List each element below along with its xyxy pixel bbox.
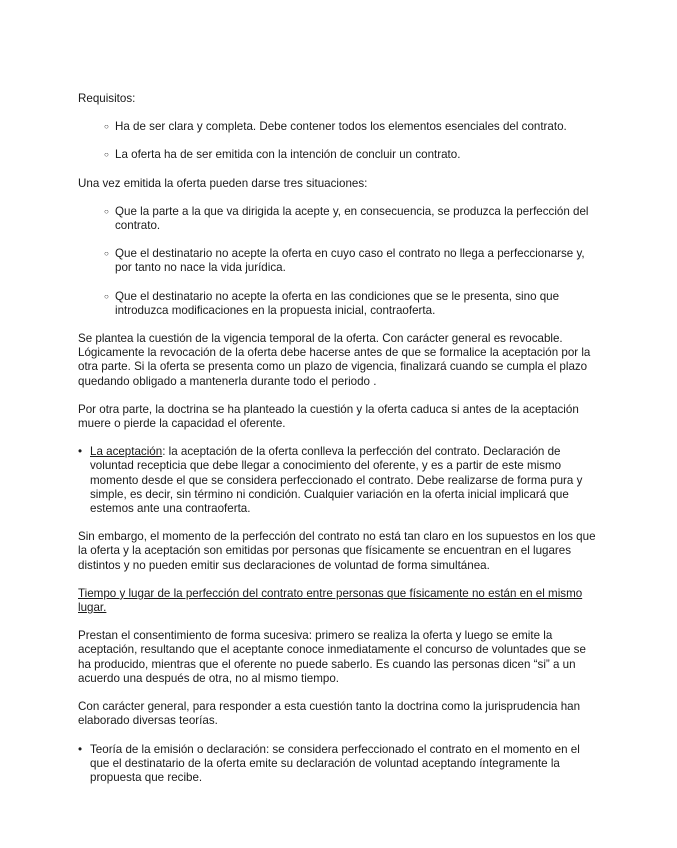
bullet-icon: • [78,445,83,459]
circle-bullet-icon: ○ [104,122,109,132]
prestan-paragraph: Prestan el consentimiento de forma sucesiva: primero se realiza la oferta y luego se emite la aceptación, resultando que el aceptante conoce inmediatamente el concurso de voluntades que se ha producido, mientras que el oferente no puede saberlo. Es cuando las personas dicen “si” a un acuerdo una después de otra, no al mismo tiempo. [78,629,586,685]
list-item [78,148,600,162]
list-item [78,247,600,275]
list-item-text: Que el destinatario no acepte la oferta en cuyo caso el contrato no llega a perfeccionarse y, por tanto no nace la vida jurídica. [115,247,585,275]
requisitos-list [78,120,600,162]
list-item [78,743,600,786]
list-item-text: La oferta ha de ser emitida con la intención de concluir un contrato. [115,148,461,162]
vigencia-paragraph: Se plantea la cuestión de la vigencia temporal de la oferta. Con carácter general es revocable. Lógicamente la revocación de la oferta debe hacerse antes de que se formalice la aceptación por la otra parte. Si la oferta se presenta como un plazo de vigencia, finalizará cuando se cumpla el plazo quedando obligado a mantenerla durante todo el periodo . [78,332,591,388]
circle-bullet-icon: ○ [104,249,109,259]
list-item [78,290,600,318]
situaciones-list [78,205,600,318]
aceptacion-term: La aceptación [90,445,163,459]
list-item [78,120,600,134]
teorias-paragraph: Con carácter general, para responder a esta cuestión tanto la doctrina como la jurisprudencia han elaborado diversas teorías. [78,700,581,728]
circle-bullet-icon: ○ [104,206,109,216]
list-item [78,205,600,233]
document-page [78,92,600,799]
teoria-emision-text: Teoría de la emisión o declaración: se considera perfeccionado el contrato en el momento en el que el destinatario de la oferta emite su declaración de voluntad aceptando íntegramente la propuesta que recibe. [90,742,580,784]
aceptacion-text: : la aceptación de la oferta conlleva la perfección del contrato. Declaración de voluntad recepticia que debe llegar a conocimiento del oferente, y es a partir de este mismo momento desde el que se considera perfeccionado el contrato. Debe realizarse de forma pura y simple, es decir, sin término ni condición. Cualquier variación en la oferta inicial implicará que estemos ante una contraoferta. [90,445,583,516]
tiempo-lugar-heading: Tiempo y lugar de la perfección del contrato entre personas que físicamente no están en el mismo lugar. [78,586,583,615]
caduca-paragraph: Por otra parte, la doctrina se ha planteado la cuestión y la oferta caduca si antes de la aceptación muere o pierde la capacidad el oferente. [78,402,579,431]
aceptacion-list [78,445,600,516]
circle-bullet-icon: ○ [104,150,109,160]
list-item-text: Que la parte a la que va dirigida la acepte y, en consecuencia, se produzca la perfección del contrato. [115,204,589,233]
sin-embargo-paragraph: Sin embargo, el momento de la perfección del contrato no está tan claro en los supuestos en los que la oferta y la aceptación son emitidas por personas que físicamente se encuentran en el lugares distintos y no pueden emitir sus declaraciones de voluntad de forma simultánea. [78,530,596,572]
bullet-icon: • [78,742,83,756]
circle-bullet-icon: ○ [104,291,109,301]
list-item [78,445,600,516]
teorias-list [78,743,600,786]
requisitos-heading: Requisitos: [78,92,136,105]
list-item-text: Que el destinatario no acepte la oferta en las condiciones que se le presenta, sino que introduzca modificaciones en la propuesta inicial, contraoferta. [115,289,560,317]
situaciones-intro: Una vez emitida la oferta pueden darse tres situaciones: [78,176,368,190]
list-item-text: Ha de ser clara y completa. Debe contener todos los elementos esenciales del contrato. [115,120,567,134]
